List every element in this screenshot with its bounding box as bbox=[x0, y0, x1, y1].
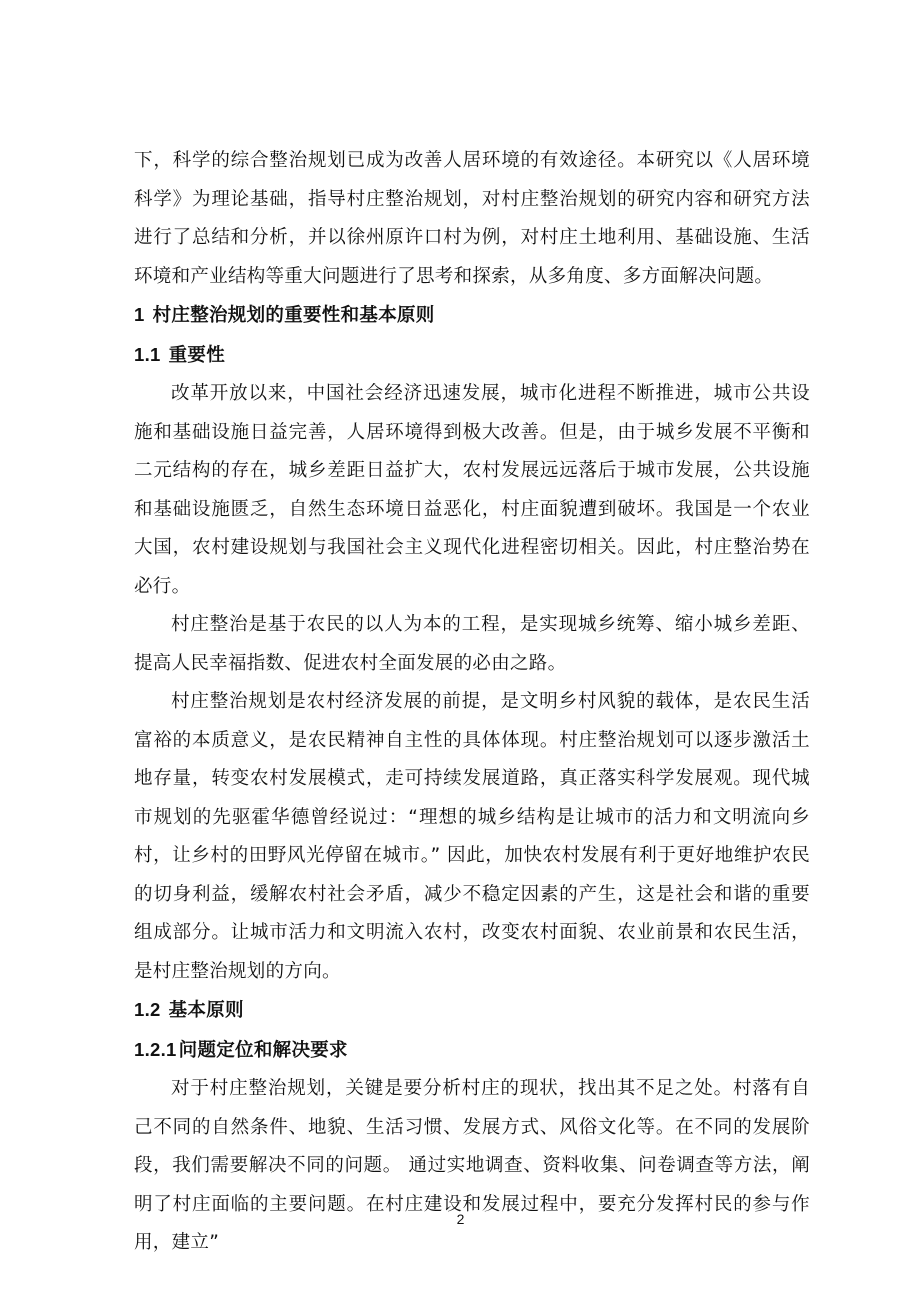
paragraph-reform: 改革开放以来，中国社会经济迅速发展，城市化进程不断推进，城市公共设施和基础设施日益完善，人居环境得到极大改善。但是，由于城乡发展不平衡和二元结构的存在，城乡差距日益扩大，农村发展远远落后于城市发展，公共设施和基础设施匮乏，自然生态环境日益恶化，村庄面貌遭到破坏。我国是一个农业大国，农村建设规划与我国社会主义现代化进程密切相关。因此，村庄整治势在必行。 bbox=[134, 383, 810, 597]
section-heading-1-2-1 bbox=[134, 1031, 810, 1071]
paragraph-planning-premise: 村庄整治规划是农村经济发展的前提，是文明乡村风貌的载体，是农民生活富裕的本质意义，是农民精神自主性的具体体现。村庄整治规划可以逐步激活土地存量，转变农村发展模式，走可持续发展道路，真正落实科学发展观。现代城市规划的先驱霍华德曾经说过：“理想的城乡结构是让城市的活力和文明流向乡村，让乡村的田野风光停留在城市。” 因此，加快农村发展有利于更好地维护农民的切身利益，缓解农村社会矛盾，减少不稳定因素的产生，这是社会和谐的重要组成部分。让城市活力和文明流入农村，改变农村面貌、农业前景和农民生活，是村庄整治规划的方向。 bbox=[134, 691, 810, 982]
paragraph-problem-positioning: 对于村庄整治规划，关键是要分析村庄的现状，找出其不足之处。村落有自己不同的自然条件、地貌、生活习惯、发展方式、风俗文化等。在不同的发展阶段，我们需要解决不同的问题。 通过实地调查、资料收集、问卷调查等方法，阐明了村庄面临的主要问题。在村庄建设和发展过程中，要充分发挥村民的参与作用，建立” bbox=[134, 1078, 810, 1253]
document-body bbox=[134, 142, 810, 1263]
section-number: 1 bbox=[134, 304, 145, 325]
section-number: 1.2 bbox=[134, 999, 161, 1020]
section-number: 1.2.1 bbox=[134, 1038, 177, 1060]
section-number: 1.1 bbox=[134, 343, 161, 365]
paragraph-intro-continued: 下，科学的综合整治规划已成为改善人居环境的有效途径。本研究以《人居环境科学》为理论基础，指导村庄整治规划，对村庄整治规划的研究内容和研究方法进行了总结和分析，并以徐州原许口村为例，对村庄土地利用、基础设施、生活环境和产业结构等重大问题进行了思考和探索，从多角度、多方面解决问题。 bbox=[134, 150, 810, 287]
section-title: 村庄整治规划的重要性和基本原则 bbox=[152, 305, 435, 326]
section-heading-1 bbox=[134, 296, 810, 336]
page-number: 2 bbox=[456, 1211, 465, 1227]
section-title: 问题定位和解决要求 bbox=[178, 1039, 348, 1061]
paragraph-village-renovation: 村庄整治是基于农民的以人为本的工程，是实现城乡统筹、缩小城乡差距、提高人民幸福指数、促进农村全面发展的必由之路。 bbox=[134, 614, 810, 674]
section-heading-1-2 bbox=[134, 991, 810, 1031]
section-title: 基本原则 bbox=[168, 1000, 244, 1021]
section-heading-1-1 bbox=[134, 336, 810, 376]
section-title: 重要性 bbox=[168, 344, 226, 366]
